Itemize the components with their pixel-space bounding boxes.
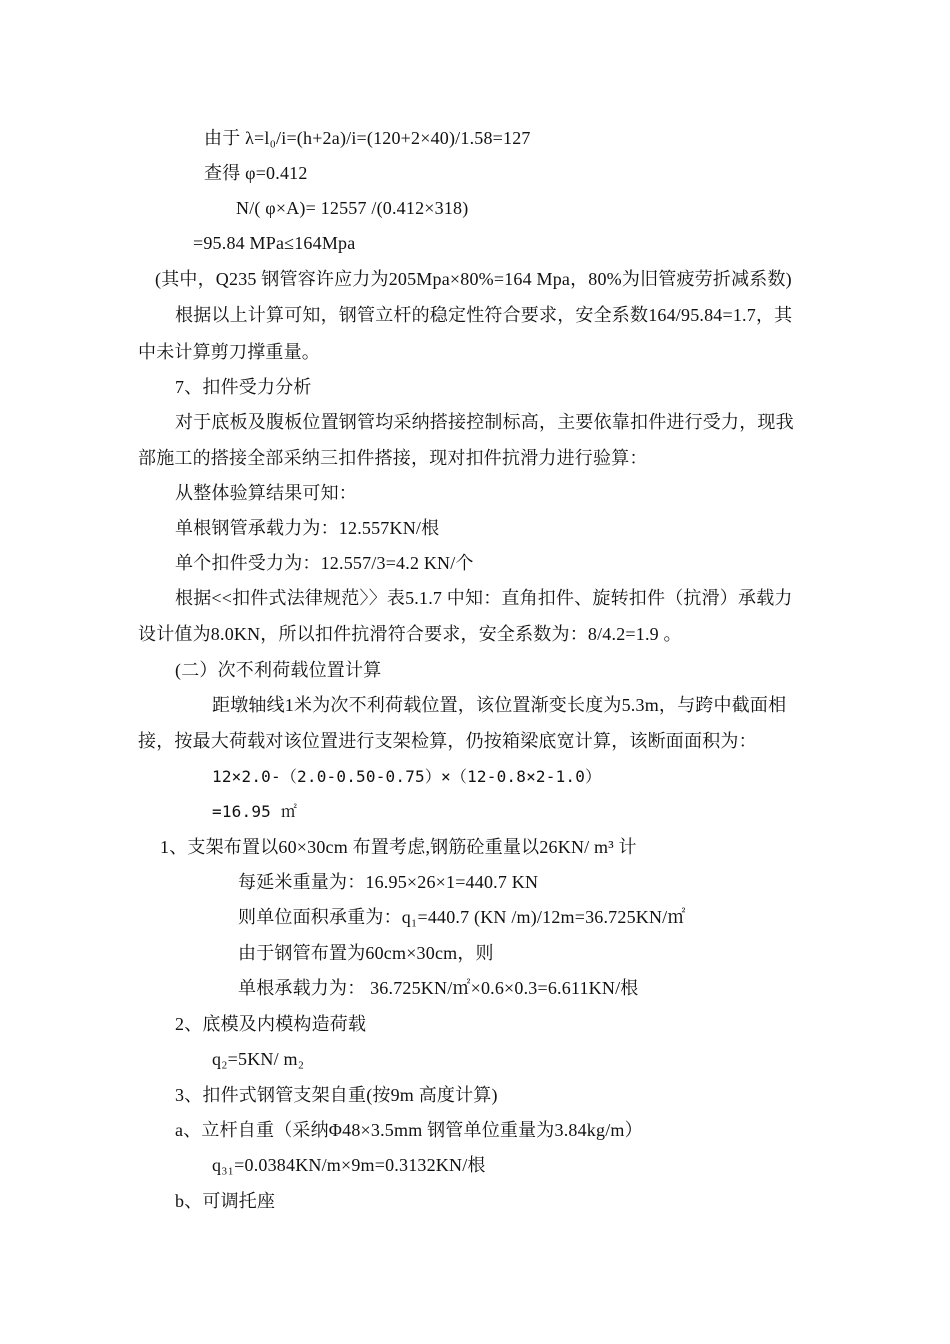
section-heading: 2、底模及内模构造荷载: [175, 1014, 367, 1034]
text-line: 查得 φ=0.412: [204, 163, 308, 183]
text-line: 由于 λ=l₀/i=(h+2a)/i=(120+2×40)/1.58=127: [204, 128, 531, 148]
text-line: 单个扣件受力为：12.557/3=4.2 KN/个: [175, 553, 474, 573]
text-line: 部施工的搭接全部采纳三扣件搭接，现对扣件抗滑力进行验算：: [138, 448, 648, 468]
text-line: b、可调托座: [175, 1191, 276, 1211]
text-line: 从整体验算结果可知：: [175, 483, 357, 503]
formula-line: 12×2.0-（2.0-0.50-0.75）×（12-0.8×2-1.0）: [212, 767, 602, 786]
text-line: =95.84 MPa≤164Mpa: [193, 233, 356, 253]
text-line: 单根钢管承载力为：12.557KN/根: [175, 518, 440, 538]
formula-line: q₃₁=0.0384KN/m×9m=0.3132KN/根: [212, 1155, 486, 1175]
formula-line: =16.95 ㎡: [212, 802, 298, 821]
text-line: 单根承载力为： 36.725KN/㎡×0.6×0.3=6.611KN/根: [238, 978, 639, 998]
section-heading: 1、支架布置以60×30cm 布置考虑,钢筋砼重量以26KN/ m³ 计: [160, 837, 637, 857]
text-line: a、立杆自重（采纳Φ48×3.5mm 钢管单位重量为3.84kg/m）: [175, 1120, 643, 1140]
text-line: 中未计算剪刀撑重量。: [138, 342, 320, 362]
formula-line: q₂=5KN/ m₂: [212, 1049, 305, 1069]
text-line: 由于钢管布置为60cm×30cm，则: [238, 943, 494, 963]
text-line: 则单位面积承重为：q₁=440.7 (KN /m)/12m=36.725KN/㎡: [238, 907, 686, 927]
text-line: 每延米重量为：16.95×26×1=440.7 KN: [238, 872, 539, 892]
text-line: N/( φ×A)= 12557 /(0.412×318): [236, 198, 469, 218]
text-line: 距墩轴线1米为次不利荷载位置，该位置渐变长度为5.3m，与跨中截面相: [212, 695, 787, 715]
section-heading: (二）次不利荷载位置计算: [175, 660, 382, 680]
text-line: 对于底板及腹板位置钢管均采纳搭接控制标高，主要依靠扣件进行受力，现我: [175, 412, 794, 432]
text-line: 根据以上计算可知，钢管立杆的稳定性符合要求，安全系数164/95.84=1.7，其: [175, 305, 793, 325]
text-line: (其中，Q235 钢管容许应力为205Mpa×80%=164 Mpa，80%为旧管疲劳折减系数): [155, 269, 792, 289]
section-heading: 3、扣件式钢管支架自重(按9m 高度计算): [175, 1085, 498, 1105]
text-line: 设计值为8.0KN，所以扣件抗滑符合要求，安全系数为：8/4.2=1.9 。: [138, 624, 682, 644]
text-line: 接，按最大荷载对该位置进行支架检算，仍按箱梁底宽计算，该断面面积为：: [138, 731, 757, 751]
section-heading: 7、扣件受力分析: [175, 377, 312, 397]
text-line: 根据<<扣件式法律规范〉〉表5.1.7 中知：直角扣件、旋转扣件（抗滑）承载力: [175, 588, 793, 608]
